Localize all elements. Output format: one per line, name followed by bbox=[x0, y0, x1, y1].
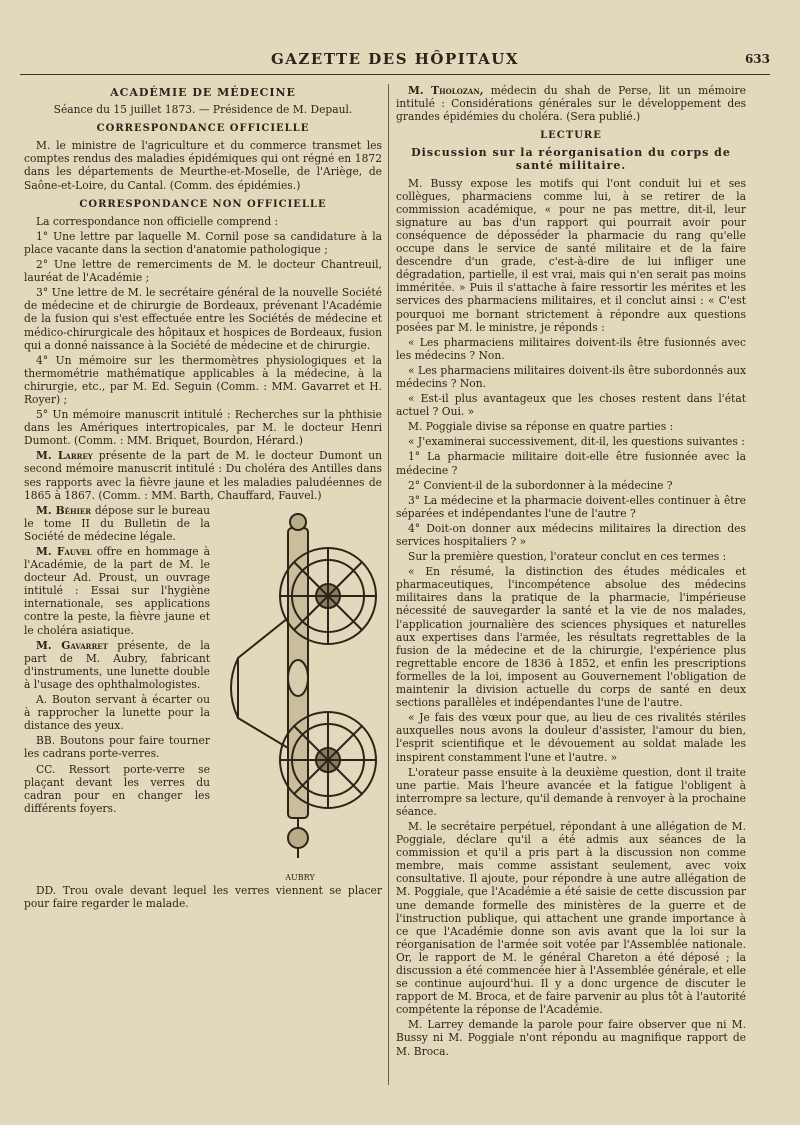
right-column bbox=[396, 84, 746, 1085]
corr-non-officielle-heading: CORRESPONDANCE NON OFFICIELLE bbox=[79, 198, 327, 210]
larrey-paragraph bbox=[24, 449, 382, 501]
resume-paragraph: « En résumé, la distinction des études médicales et pharmaceutiques, l'incompétence absolue des médecins militaires dans la pratique de la pharmacie, l'impérieuse nécessité de sauvegarder la santé et la vie de nos malades, l'application journalière des sciences physiques et naturelles aux expertises dans l'armée, les résultats regrettables de la fusion de la médecine et de la chirurgie, l'expérience plus regrettable encore de 1836 à 1852, et enfin les prescriptions formelles de la loi, imposent au Gouvernement l'obligation de maintenir la division actuelle du corps de santé en deux sections parallèles et indépendantes l'une de l'autre. bbox=[396, 565, 746, 710]
poggiale-q1: 1° La pharmacie militaire doit-elle être fusionnée avec la médecine ? bbox=[396, 450, 746, 477]
question-3: « Est-il plus avantageux que les choses restent dans l'état actuel ? Oui. » bbox=[396, 392, 746, 419]
engraving-figure bbox=[218, 508, 382, 880]
larrey-closing-paragraph: M. Larrey demande la parole pour faire observer que ni M. Bussy ni M. Poggiale n'ont répondu au magnifique rapport de M. Broca. bbox=[396, 1018, 746, 1058]
corr-intro: La correspondance non officielle comprend : bbox=[36, 214, 279, 228]
bussy-paragraph: M. Bussy expose les motifs qui l'ont conduit lui et ses collègues, pharmaciens comme lui, à se retirer de la commission académique, « pour ne pas mettre, dit-il, leur signature au bas d'un rapport qui pourrait avoir pour conséquence de déposséder la pharmacie du rang qu'elle occupe dans le service de santé militaire et de la faire descendre d'un grade, c'est-à-dire de lui infliger une dégradation, partielle, il est vrai, mais qui n'en serait pas moins imméritée. » Puis il s'attache à faire ressortir les mérites et les services des pharmaciens militaires, et il conclut ainsi : « C'est pourquoi me bornant strictement à répondre aux questions posées par M. le ministre, je réponds : bbox=[396, 176, 746, 334]
poggiale-q3: 3° La médecine et la pharmacie doivent-elles continuer à être séparées et indépendantes l'une de l'autre ? bbox=[396, 493, 746, 520]
corr-item-2: 2° Une lettre de remerciments de M. le docteur Chantreuil, lauréat de l'Académie ; bbox=[24, 258, 382, 285]
column-divider bbox=[388, 84, 389, 1085]
voeux-paragraph: « Je fais des vœux pour que, au lieu de ces rivalités stériles auxquelles nous avons la douleur d'assister, l'amour du bien, l'esprit scientifique et le dévouement au soldat malade les inspirent constamment l'une et l'autre. » bbox=[396, 711, 746, 764]
question-1: « Les pharmaciens militaires doivent-ils être fusionnés avec les médecins ? Non. bbox=[396, 335, 746, 362]
tholozan-text: médecin du shah de Perse, lit un mémoire intitulé : Considérations générales sur le développement des grandes épidémies du choléra. (Sera publié.) bbox=[396, 84, 746, 124]
corr-item-4: 4° Un mémoire sur les thermomètres physiologiques et la thermométrie mathématique applicables à la médecine, à la chirurgie, etc., par M. Ed. Seguin (Comm. : MM. Gavarret et H. Royer) ; bbox=[24, 353, 382, 406]
legend-dd: DD. Trou ovale devant lequel les verres viennent se placer pour faire regarder le malade. bbox=[24, 883, 382, 910]
behier-name: M. Béhier bbox=[36, 503, 92, 517]
poggiale-paragraph: M. Poggiale divise sa réponse en quatre parties : bbox=[408, 420, 674, 434]
behier-text: dépose sur le bureau le tome II du Bulletin de la Société de médecine légale. bbox=[24, 503, 211, 543]
academie-heading: ACADÉMIE DE MÉDECINE bbox=[110, 86, 296, 99]
legend-a: A. Bouton servant à écarter ou à rapprocher la lunette pour la distance des yeux. bbox=[24, 693, 210, 733]
corr-item-3: 3° Une lettre de M. le secrétaire général de la nouvelle Société de médecine et de chirurgie de Bordeaux, prévenant l'Académie de la fusion qui s'est effectuée entre les Sociétés de médecine et médico-chirurgicale des hôpitaux et hospices de Bordeaux, fusion qui a donné naissance à la Société de médecine et de chirurgie. bbox=[24, 286, 382, 352]
poggiale-intro: « J'examinerai successivement, dit-il, les questions suivantes : bbox=[408, 435, 745, 449]
gavarret-text: présente, de la part de M. Aubry, fabricant d'instruments, une lunette double à l'usage des ophthalmologistes. bbox=[24, 638, 210, 691]
seance-line: Séance du 15 juillet 1873. — Présidence de M. Depaul. bbox=[53, 103, 353, 117]
legend-cc: CC. Ressort porte-verre se plaçant devant les verres du cadran pour en changer les différents foyers. bbox=[24, 762, 210, 815]
larrey-name: M. Larrey bbox=[36, 449, 93, 463]
page-number: 633 bbox=[744, 52, 770, 66]
engraving-maker-label: AUBRY bbox=[285, 872, 315, 882]
corr-item-5: 5° Un mémoire manuscrit intitulé : Recherches sur la phthisie dans les Amériques intertropicales, par M. le docteur Henri Dumont. (Comm. : MM. Briquet, Bourdon, Hérard.) bbox=[24, 408, 382, 448]
fauvel-name: M. Fauvel bbox=[36, 545, 92, 558]
page-header bbox=[20, 48, 770, 75]
tholozan-paragraph bbox=[396, 84, 746, 123]
secretaire-paragraph: M. le secrétaire perpétuel, répondant à une allégation de M. Poggiale, déclare qu'il a été admis aux séances de la commission et qu'il a pris part à la discussion non comme membre, mais comme assistant seulement, avec voix consultative. Il ajoute, pour répondre à une autre allégation de M. Poggiale, que l'Académie a été saisie de cette discussion par une demande formelle des ministères de la guerre et de l'instruction publique, qui attachent une grande importance à ce que l'Académie donne son avis avant que la loi sur la réorganisation de l'armée soit votée par l'Assemblée nationale. Or, le rapport de M. le général Chareton a été déposé ; la discussion a été commencée hier à l'Assemblée générale, et elle se continue aujourd'hui. Il y a donc urgence de discuter le rapport de M. Broca, et de faire parvenir au plus tôt à l'autorité compétente la réponse de l'Académie. bbox=[396, 819, 746, 1017]
corr-officielle-text: M. le ministre de l'agriculture et du commerce transmet les comptes rendus des maladies épidémiques qui ont régné en 1872 dans les départements de Meurthe-et-Moselle, de l'Ariège, de Saône-et-Loire, du Cantal. (Comm. des épidémies.) bbox=[24, 139, 382, 192]
journal-title: GAZETTE DES HÔPITAUX bbox=[270, 50, 519, 68]
corr-officielle-heading: CORRESPONDANCE OFFICIELLE bbox=[96, 123, 310, 135]
gavarret-name: M. Gavarret bbox=[36, 638, 108, 652]
discussion-heading: Discussion sur la réorganisation du corps de santé militaire. bbox=[411, 146, 731, 173]
tholozan-name: M. Tholozan, bbox=[408, 84, 484, 97]
larrey-text: présente de la part de M. le docteur Dumont un second mémoire manuscrit intitulé : Du choléra des Antilles dans ses rapports avec la fièvre jaune et les maladies paludéennes de 1865 à 1867. (Comm. : MM. Barth, Chauffard, Fauvel.) bbox=[24, 449, 382, 502]
legend-bb: BB. Boutons pour faire tourner les cadrans porte-verres. bbox=[24, 734, 210, 761]
poggiale-q2: 2° Convient-il de la subordonner à la médecine ? bbox=[408, 478, 673, 492]
orateur-paragraph: L'orateur passe ensuite à la deuxième question, dont il traite une partie. Mais l'heure avancée et la fatigue l'obligent à interrompre sa lecture, qu'il demande à renvoyer à la prochaine séance. bbox=[396, 765, 746, 818]
double-eyeglass-engraving bbox=[218, 508, 382, 868]
conclusion-intro: Sur la première question, l'orateur conclut en ces termes : bbox=[408, 550, 727, 564]
fauvel-text: offre en hommage à l'Académie, de la part de M. le docteur Ad. Proust, un ouvrage intitulé : Essai sur l'hygiène internationale, ses applications contre la peste, la fièvre jaune et le choléra asiatique. bbox=[24, 545, 210, 637]
poggiale-q4: 4° Doit-on donner aux médecins militaires la direction des services hospitaliers ? » bbox=[396, 521, 746, 548]
left-column bbox=[24, 84, 382, 1085]
lecture-heading: LECTURE bbox=[540, 130, 602, 142]
question-2: « Les pharmaciens militaires doivent-ils être subordonnés aux médecins ? Non. bbox=[396, 363, 746, 390]
corr-item-1: 1° Une lettre par laquelle M. Cornil pose sa candidature à la place vacante dans la section d'anatomie pathologique ; bbox=[24, 229, 382, 256]
